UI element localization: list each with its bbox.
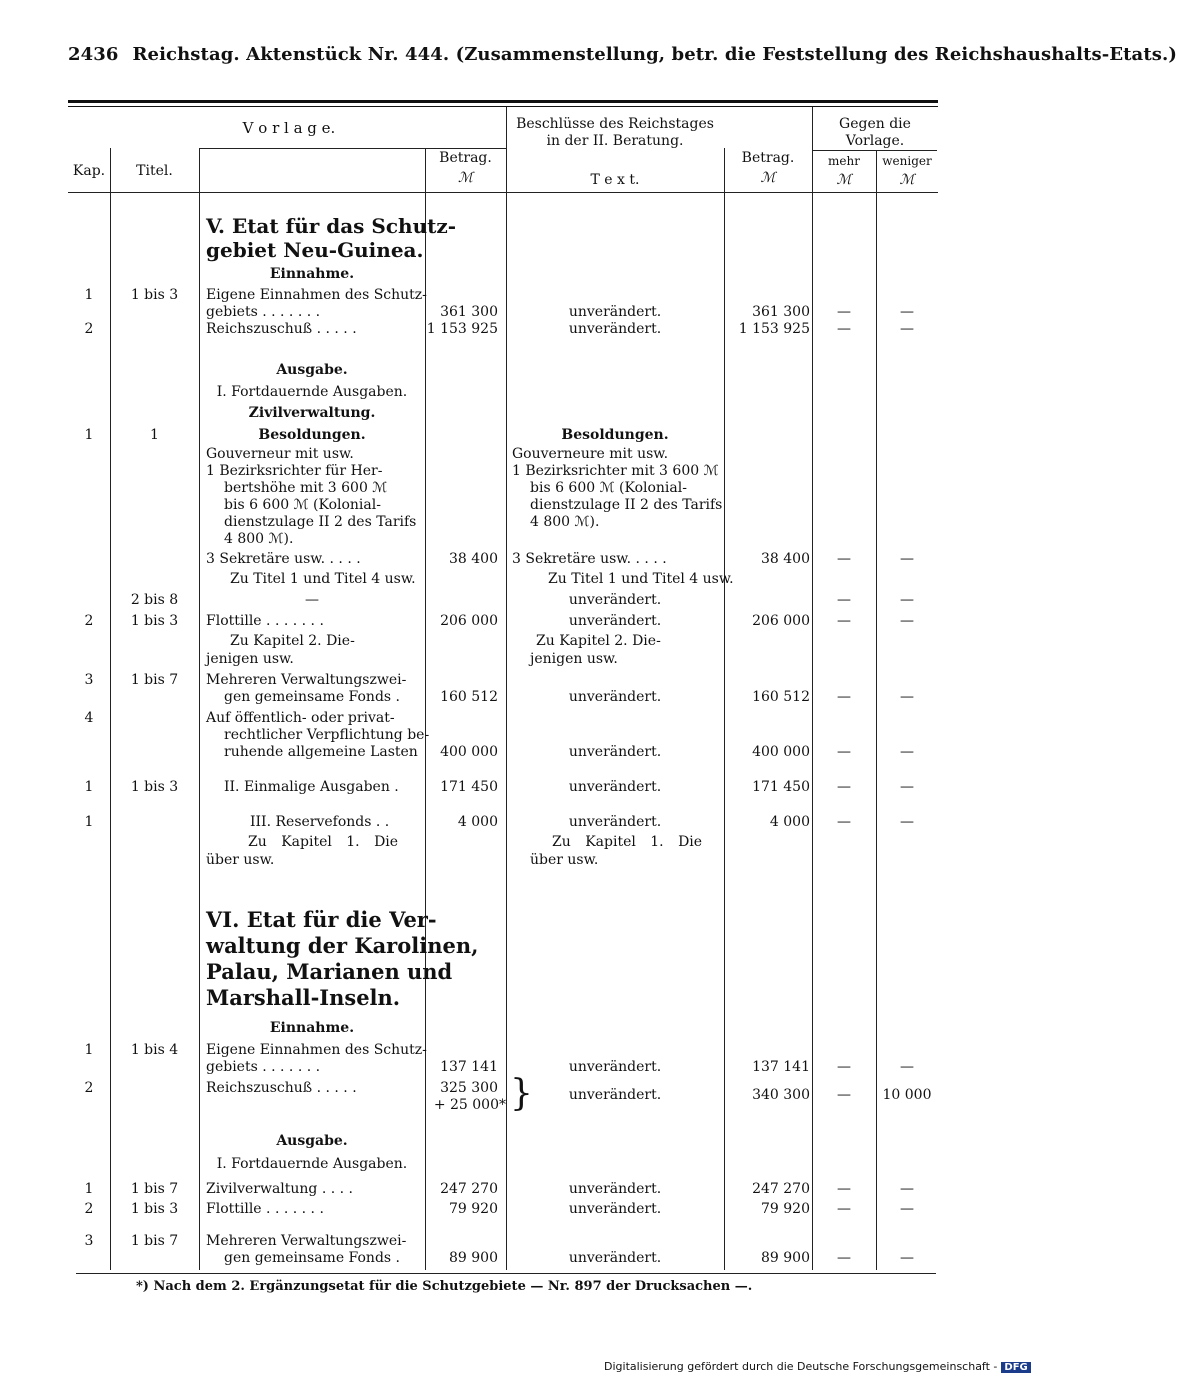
item-label: Mehreren Verwaltungszwei- [206,1233,407,1249]
text-cell: unverändert. [568,1087,662,1103]
text-cell: unverändert. [568,1181,662,1197]
header-titel: Titel. [136,163,173,179]
weniger-cell: — [900,1201,914,1217]
header-betrag: Betrag. [439,150,492,166]
col-divider [199,148,200,1270]
item-label: II. Einmalige Ausgaben . [224,779,399,795]
mehr-cell: — [837,779,851,795]
amount-cell-2: 1 153 925 [738,321,810,337]
subheading-besoldungen-r: Besoldungen. [561,427,669,443]
header-weniger: weniger [882,154,932,168]
amount-cell-2: 79 920 [761,1201,810,1217]
note-label-r: Zu Kapitel 2. Die- [536,633,661,649]
mehr-cell: — [837,1201,851,1217]
mehr-cell: — [837,689,851,705]
kap-cell: 1 [84,427,94,443]
item-label: bis 6 600 ℳ (Kolonial- [224,497,381,513]
section-title: V. Etat für das Schutz- [206,214,456,238]
note-label: Zu Kapitel 2. Die- [230,633,355,649]
kap-cell: 1 [84,1181,94,1197]
amount-cell-2: 206 000 [752,613,810,629]
titel-cell: 1 [150,427,159,443]
weniger-cell: — [900,551,914,567]
item-label: Flottille . . . . . . . [206,613,324,629]
amount-cell: 160 512 [440,689,498,705]
item-label: gebiets . . . . . . . [206,304,321,320]
text-cell: bis 6 600 ℳ (Kolonial- [530,480,687,496]
header-divider [812,150,937,151]
weniger-cell: 10 000 [882,1087,932,1103]
kap-cell: 4 [84,710,94,726]
amount-cell-2: 38 400 [761,551,810,567]
weniger-cell: — [900,1250,914,1266]
header-gegen: Gegen die Vorlage. [839,116,911,149]
footnote-rule [76,1273,936,1274]
dash-cell: — [305,592,319,608]
section-title: VI. Etat für die Ver- [206,907,437,932]
weniger-cell: — [900,304,914,320]
amount-cell: 137 141 [440,1059,498,1075]
titel-cell: 1 bis 7 [130,1181,179,1197]
item-label: Reichszuschuß . . . . . [206,321,357,337]
item-label: dienstzulage II 2 des Tarifs [224,514,417,530]
weniger-cell: — [900,744,914,760]
amount-cell-2: 400 000 [752,744,810,760]
amount-cell: 206 000 [440,613,498,629]
text-cell: unverändert. [568,321,662,337]
header-mehr: mehr [828,154,860,168]
header-mark-mehr: ℳ [836,172,852,188]
note-label-r: jenigen usw. [530,651,618,667]
page-title: Reichstag. Aktenstück Nr. 444. (Zusammenstellung, betr. die Feststellung des Reichshaushalts-Etats.) [132,44,1177,65]
titel-cell: 1 bis 7 [130,672,179,688]
item-label: Gouverneur mit usw. [206,446,354,462]
amount-cell: 171 450 [440,779,498,795]
header-vorlage: V o r l a g e. [242,119,336,137]
item-label: 4 800 ℳ). [224,531,294,547]
subheading-ausgabe: Ausgabe. [276,362,348,378]
mehr-cell: — [837,1087,851,1103]
amount-cell: 79 920 [449,1201,498,1217]
subheading-fortdauernd: I. Fortdauernde Ausgaben. [216,384,408,400]
subheading-besoldungen: Besoldungen. [258,427,366,443]
amount-cell: 38 400 [449,551,498,567]
titel-cell: 1 bis 3 [130,779,179,795]
note-label: jenigen usw. [206,651,294,667]
note-label: Zu Kapitel 1. Die [248,834,399,850]
page-header [68,44,1177,65]
amount-cell-2: 4 000 [769,814,810,830]
kap-cell: 3 [84,1233,94,1249]
text-cell: unverändert. [568,814,662,830]
mehr-cell: — [837,1181,851,1197]
subheading-ausgabe: Ausgabe. [276,1133,348,1149]
kap-cell: 3 [84,672,94,688]
amount-cell-2: 137 141 [752,1059,810,1075]
header-mark-2: ℳ [760,170,776,186]
text-cell: 4 800 ℳ). [530,514,600,530]
mehr-cell: — [837,304,851,320]
item-label: gen gemeinsame Fonds . [224,689,400,705]
top-rule-thin [68,106,938,107]
text-cell: unverändert. [568,779,662,795]
col-divider [110,148,111,1270]
item-label: Reichszuschuß . . . . . [206,1080,357,1096]
note-label-r: Zu Titel 1 und Titel 4 usw. [548,571,734,587]
header-betrag-2: Betrag. [741,150,795,166]
titel-cell: 2 bis 8 [130,592,179,608]
note-label-r: über usw. [530,852,599,868]
subheading-fortdauernd: I. Fortdauernde Ausgaben. [216,1156,408,1172]
section-title: Palau, Marianen und [206,959,453,984]
mehr-cell: — [837,551,851,567]
titel-cell: 1 bis 7 [130,1233,179,1249]
subheading-zivil: Zivilverwaltung. [248,405,376,421]
text-cell: unverändert. [568,1201,662,1217]
titel-cell: 1 bis 3 [130,613,179,629]
titel-cell: 1 bis 4 [130,1042,179,1058]
brace-icon: } [510,1073,533,1114]
text-cell: Gouverneure mit usw. [512,446,669,462]
amount-cell: 361 300 [440,304,498,320]
weniger-cell: — [900,613,914,629]
header-mark-weniger: ℳ [899,172,915,188]
header-text: T e x t. [590,172,640,188]
item-label: Eigene Einnahmen des Schutz- [206,287,427,303]
mehr-cell: — [837,744,851,760]
mehr-cell: — [837,814,851,830]
kap-cell: 2 [84,1080,94,1096]
page-number: 2436 [68,44,119,65]
header-beschluesse: Beschlüsse des Reichstages in der II. Beratung. [516,116,714,149]
amount-cell: 4 000 [457,814,498,830]
note-label: Zu Titel 1 und Titel 4 usw. [230,571,416,587]
kap-cell: 1 [84,287,94,303]
item-label: gen gemeinsame Fonds . [224,1250,400,1266]
item-label: Auf öffentlich- oder privat- [206,710,395,726]
titel-cell: 1 bis 3 [130,287,179,303]
item-label: bertshöhe mit 3 600 ℳ [224,480,388,496]
item-label: rechtlicher Verpflichtung be- [224,727,430,743]
kap-cell: 1 [84,814,94,830]
amount-cell: 325 300 [440,1080,498,1096]
kap-cell: 1 [84,1042,94,1058]
item-label: Zivilverwaltung . . . . [206,1181,353,1197]
weniger-cell: — [900,814,914,830]
text-cell: 1 Bezirksrichter mit 3 600 ℳ [512,463,719,479]
text-cell: unverändert. [568,1250,662,1266]
section-title: gebiet Neu-Guinea. [206,238,424,262]
amount-cell: 400 000 [440,744,498,760]
dfg-logo-icon: DFG [1001,1362,1030,1373]
digitization-notice [604,1360,1031,1373]
kap-cell: 2 [84,321,94,337]
amount-cell-2: 89 900 [761,1250,810,1266]
amount-cell: 1 153 925 [426,321,498,337]
section-title: waltung der Karolinen, [206,933,479,958]
header-divider [199,148,506,149]
item-label: Mehreren Verwaltungszwei- [206,672,407,688]
item-label: 3 Sekretäre usw. . . . . [206,551,361,567]
text-cell: dienstzulage II 2 des Tarifs [530,497,723,513]
mehr-cell: — [837,321,851,337]
text-cell: unverändert. [568,744,662,760]
kap-cell: 1 [84,779,94,795]
item-label: III. Reservefonds . . [250,814,390,830]
item-label: 1 Bezirksrichter für Her- [206,463,383,479]
header-bottom-rule [68,192,938,193]
note-label: über usw. [206,852,275,868]
item-label: Eigene Einnahmen des Schutz- [206,1042,427,1058]
weniger-cell: — [900,321,914,337]
top-rule [68,100,938,103]
text-cell: unverändert. [568,613,662,629]
amount-cell: 247 270 [440,1181,498,1197]
digitization-text: Digitalisierung gefördert durch die Deutsche Forschungsgemeinschaft - [604,1360,998,1373]
mehr-cell: — [837,1250,851,1266]
subheading-einnahme: Einnahme. [269,266,355,282]
kap-cell: 2 [84,613,94,629]
weniger-cell: — [900,689,914,705]
weniger-cell: — [900,1181,914,1197]
text-cell: unverändert. [568,689,662,705]
item-label: ruhende allgemeine Lasten [224,744,418,760]
subheading-einnahme: Einnahme. [269,1020,355,1036]
item-label: gebiets . . . . . . . [206,1059,321,1075]
text-cell: unverändert. [568,304,662,320]
header-kap: Kap. [72,163,106,179]
amount-cell-2: 247 270 [752,1181,810,1197]
text-cell: unverändert. [568,592,662,608]
note-label-r: Zu Kapitel 1. Die [552,834,703,850]
section-title: Marshall-Inseln. [206,985,401,1010]
amount-cell-2: 160 512 [752,689,810,705]
amount-cell-2: 171 450 [752,779,810,795]
item-label: Flottille . . . . . . . [206,1201,324,1217]
amount-cell-addition: + 25 000* [433,1097,506,1113]
mehr-cell: — [837,613,851,629]
titel-cell: 1 bis 3 [130,1201,179,1217]
amount-cell-2: 340 300 [752,1087,810,1103]
text-cell: unverändert. [568,1059,662,1075]
footnote: *) Nach dem 2. Ergänzungsetat für die Schutzgebiete — Nr. 897 der Drucksachen —. [136,1279,753,1294]
mehr-cell: — [837,592,851,608]
amount-cell-2: 361 300 [752,304,810,320]
weniger-cell: — [900,1059,914,1075]
amount-cell: 89 900 [449,1250,498,1266]
header-mark: ℳ [458,170,473,186]
kap-cell: 2 [84,1201,94,1217]
weniger-cell: — [900,592,914,608]
text-cell: 3 Sekretäre usw. . . . . [512,551,667,567]
mehr-cell: — [837,1059,851,1075]
weniger-cell: — [900,779,914,795]
